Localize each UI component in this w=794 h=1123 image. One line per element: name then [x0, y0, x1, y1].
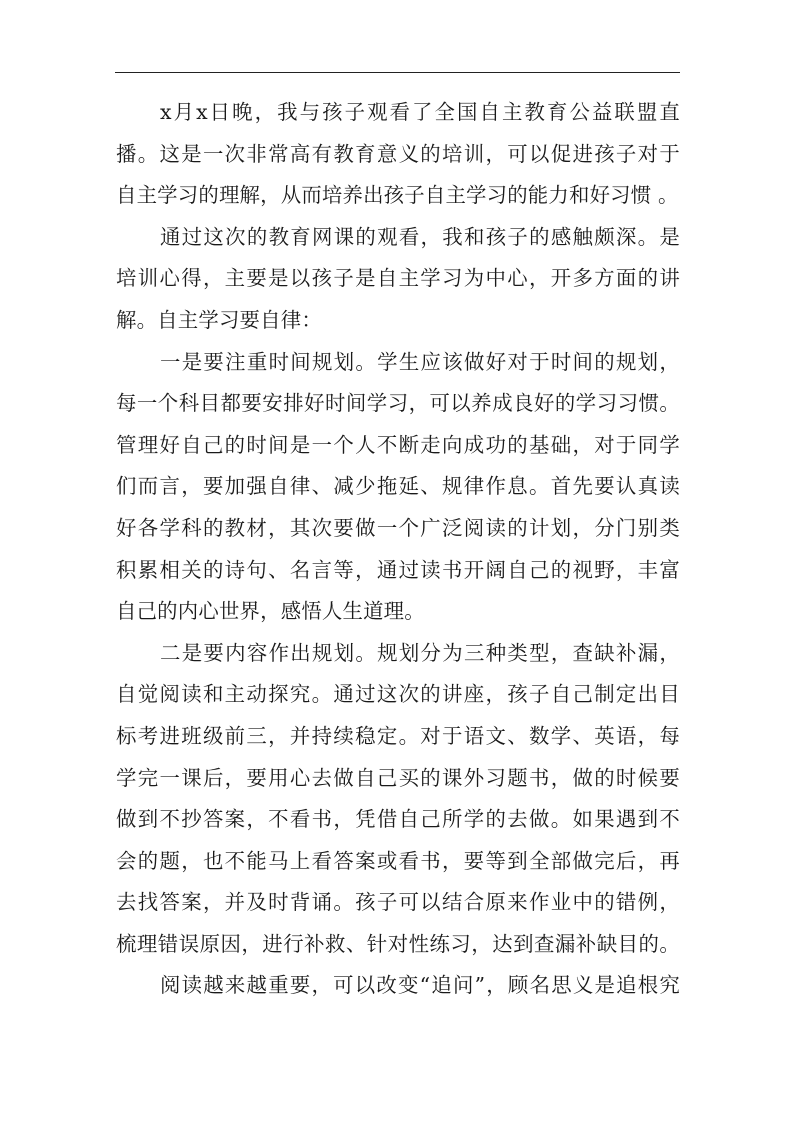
paragraph-line: 积累相关的诗句、名言等，通过读书开阔自己的视野，丰富	[116, 557, 680, 582]
paragraph-line: 去找答案，并及时背诵。孩子可以结合原来作业中的错例，	[116, 890, 680, 915]
paragraph-line: 做到不抄答案，不看书，凭借自己所学的去做。如果遇到不	[116, 807, 680, 832]
paragraph-line: 每一个科目都要安排好时间学习，可以养成良好的学习习惯。	[116, 391, 680, 416]
paragraph-line: 二是要内容作出规划。规划分为三种类型，查缺补漏，	[160, 640, 680, 665]
paragraph-line: 阅读越来越重要，可以改变“追问”，顾名思义是追根究	[160, 973, 680, 998]
paragraph-line: 标考进班级前三，并持续稳定。对于语文、数学、英语，每	[116, 723, 680, 748]
paragraph-line: 培训心得，主要是以孩子是自主学习为中心，开多方面的讲	[116, 266, 680, 291]
paragraph-line: 播。这是一次非常高有教育意义的培训，可以促进孩子对于	[116, 141, 680, 166]
paragraph-line: 学完一课后，要用心去做自己买的课外习题书，做的时候要	[116, 765, 680, 790]
header-rule	[115, 72, 680, 73]
paragraph-line: 管理好自己的时间是一个人不断走向成功的基础，对于同学	[116, 432, 680, 457]
paragraph-line: 解。自主学习要自律：	[116, 307, 322, 332]
body-text	[116, 92, 680, 1007]
paragraph-line: 自主学习的理解，从而培养出孩子自主学习的能力和好习惯 。	[116, 183, 679, 208]
paragraph-line: 通过这次的教育网课的观看，我和孩子的感触颇深。是	[160, 224, 680, 249]
paragraph-line: 们而言，要加强自律、减少拖延、规律作息。首先要认真读	[116, 474, 680, 499]
paragraph-line: 会的题，也不能马上看答案或看书，要等到全部做完后，再	[116, 848, 680, 873]
paragraph-line: 一是要注重时间规划。学生应该做好对于时间的规划，	[160, 349, 680, 374]
paragraph-line: 梳理错误原因，进行补救、针对性练习，达到查漏补缺目的。	[116, 931, 680, 956]
paragraph-line: 好各学科的教材，其次要做一个广泛阅读的计划，分门别类	[116, 515, 680, 540]
paragraph-line: 自觉阅读和主动探究。通过这次的讲座，孩子自己制定出目	[116, 682, 680, 707]
paragraph-line: 自己的内心世界，感悟人生道理。	[116, 599, 425, 624]
paragraph-line: x月x日晚，我与孩子观看了全国自主教育公益联盟直	[160, 100, 680, 124]
